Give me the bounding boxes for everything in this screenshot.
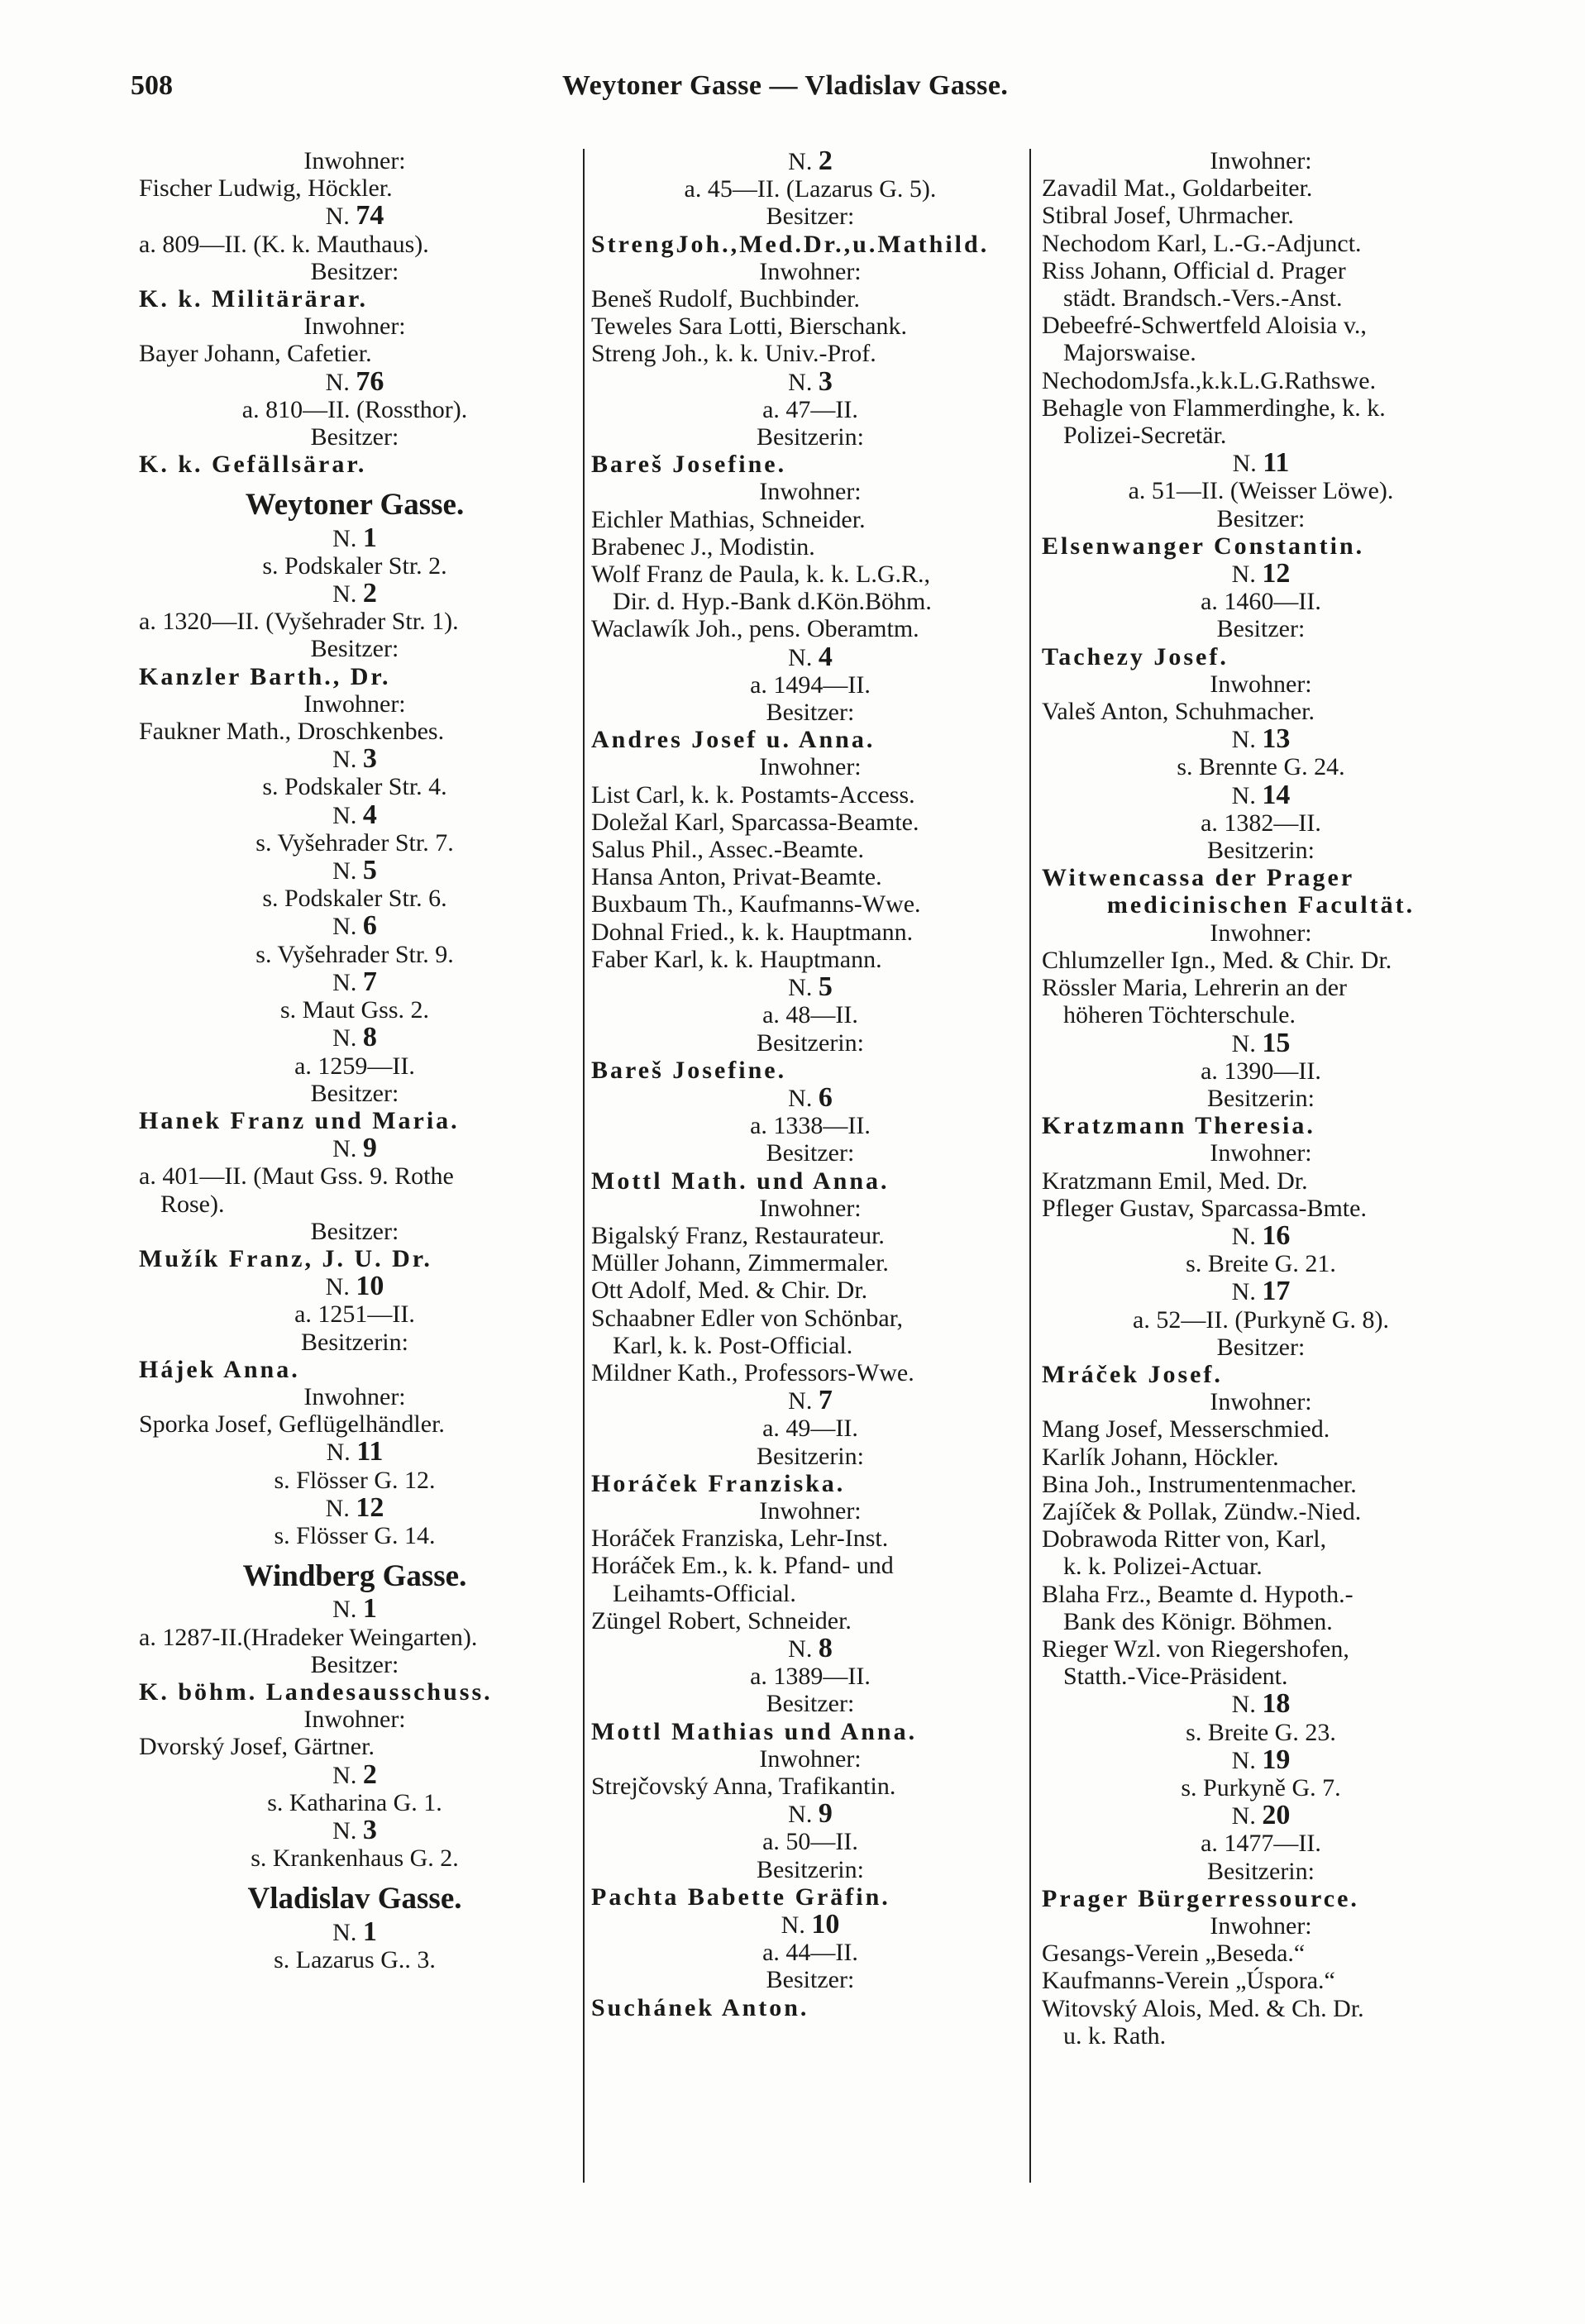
entry-label: s. Podskaler Str. 6. xyxy=(262,885,447,913)
entry-label: a. 810—II. (Rossthor). xyxy=(241,395,468,423)
entry-continuation: Bank des Königr. Böhmen. xyxy=(1063,1607,1333,1635)
column-rule-right xyxy=(1029,149,1031,2183)
house-number-value: 18 xyxy=(1262,1690,1291,1719)
entry-label: Besitzer: xyxy=(310,1650,399,1678)
house-number-value: 14 xyxy=(1262,780,1291,809)
entry-label: a. 44—II. xyxy=(762,1939,858,1967)
entry-label: s. Purkyně G. 7. xyxy=(1181,1773,1341,1801)
house-number-value: 7 xyxy=(362,967,377,997)
house-number-prefix: N. xyxy=(332,801,363,829)
resident-entry: Brabenec J., Modistin. xyxy=(591,532,815,561)
house-number-value: 10 xyxy=(356,1272,384,1301)
entry-label: s. Breite G. 21. xyxy=(1186,1250,1336,1278)
house-number-value: 3 xyxy=(818,367,833,396)
house-number xyxy=(139,968,571,996)
owner-entry: K. k. Militärärar. xyxy=(139,285,369,313)
entry-continuation: Dir. d. Hyp.-Bank d.Kön.Böhm. xyxy=(613,588,932,616)
resident-entry: Gesangs-Verein „Beseda.“ xyxy=(1042,1940,1306,1968)
entry-label: Besitzer: xyxy=(310,635,399,663)
entry-label: a. 1259—II. xyxy=(294,1052,415,1080)
house-number-prefix: N. xyxy=(781,1911,812,1939)
house-number-prefix: N. xyxy=(1232,450,1263,478)
resident-entry: Mang Josef, Messerschmied. xyxy=(1042,1415,1330,1444)
owner-entry: Elsenwanger Constantin. xyxy=(1042,532,1365,560)
resident-entry: Witovský Alois, Med. & Ch. Dr. xyxy=(1042,1994,1364,2022)
entry-label: s. Flösser G. 14. xyxy=(274,1521,436,1549)
resident-entry: Bigalský Franz, Restaurateur. xyxy=(591,1221,885,1249)
resident-entry: List Carl, k. k. Postamts-Access. xyxy=(591,780,915,809)
resident-entry: Sporka Josef, Geflügelhändler. xyxy=(139,1410,445,1439)
street-heading: Windberg Gasse. xyxy=(242,1559,467,1594)
resident-entry: Dvorský Josef, Gärtner. xyxy=(139,1733,375,1761)
entry-label: Besitzer: xyxy=(1216,1333,1306,1361)
entry-label: Besitzer: xyxy=(1216,504,1306,532)
entry-label: a. 45—II. (Lazarus G. 5). xyxy=(684,175,937,203)
owner-entry: Suchánek Anton. xyxy=(591,1993,809,2021)
entry-label: Inwohner: xyxy=(1210,919,1312,947)
house-number-prefix: N. xyxy=(1231,561,1263,589)
entry-label: Besitzer: xyxy=(310,423,399,451)
resident-entry: Rössler Maria, Lehrerin an der xyxy=(1042,974,1348,1002)
entry-continuation: Rose). xyxy=(160,1190,225,1218)
house-number-value: 76 xyxy=(356,367,384,396)
entry-label: Besitzer: xyxy=(766,1690,855,1718)
entry-continuation: Statth.-Vice-Präsident. xyxy=(1063,1663,1288,1691)
house-number xyxy=(1042,1690,1480,1718)
entry-continuation: städt. Brandsch.-Vers.-Anst. xyxy=(1063,284,1343,313)
resident-entry: Horáček Em., k. k. Pfand- und xyxy=(591,1552,894,1580)
entry-label: Besitzerin: xyxy=(1207,1857,1315,1885)
house-number-prefix: N. xyxy=(1231,1029,1263,1057)
entry-label: s. Krankenhaus G. 2. xyxy=(251,1844,459,1873)
resident-entry: Dohnal Fried., k. k. Hauptmann. xyxy=(591,918,914,946)
house-number-value: 7 xyxy=(818,1386,833,1415)
house-number xyxy=(591,147,1029,175)
owner-entry: Hájek Anna. xyxy=(139,1355,300,1383)
house-number xyxy=(139,1134,571,1162)
entry-label: s. Katharina G. 1. xyxy=(267,1788,442,1816)
entry-label: s. Brennte G. 24. xyxy=(1177,753,1345,781)
resident-entry: a. 1287-II.(Hradeker Weingarten). xyxy=(139,1623,478,1651)
resident-entry: Schaabner Edler von Schönbar, xyxy=(591,1304,904,1332)
house-number xyxy=(591,643,1029,671)
entry-label: Inwohner: xyxy=(303,1382,406,1410)
entry-label: Besitzer: xyxy=(310,1079,399,1107)
resident-entry: Debeefré-Schwertfeld Aloisia v., xyxy=(1042,312,1367,340)
house-number-prefix: N. xyxy=(788,1387,819,1415)
entry-label: Besitzerin: xyxy=(757,1442,864,1470)
house-number-prefix: N. xyxy=(332,1816,363,1844)
house-number xyxy=(139,801,571,829)
entry-label: Besitzerin: xyxy=(1207,1084,1315,1112)
entry-label: Besitzerin: xyxy=(757,423,864,451)
entry-label: s. Maut Gss. 2. xyxy=(279,996,429,1024)
house-number xyxy=(1042,1029,1480,1057)
house-number-value: 11 xyxy=(356,1438,384,1467)
entry-label: s. Flösser G. 12. xyxy=(274,1466,436,1494)
entry-label: Besitzer: xyxy=(766,699,855,727)
house-number-value: 12 xyxy=(1262,560,1291,589)
resident-entry: Ott Adolf, Med. & Chir. Dr. xyxy=(591,1277,868,1305)
house-number-value: 5 xyxy=(818,973,833,1002)
entry-label: Besitzer: xyxy=(766,1139,855,1167)
entry-label: Inwohner: xyxy=(759,1496,862,1525)
running-title: Weytoner Gasse — Vladislav Gasse. xyxy=(562,70,1009,101)
house-number xyxy=(139,202,571,230)
entry-label: Besitzer: xyxy=(310,257,399,285)
street-heading: Vladislav Gasse. xyxy=(247,1882,462,1916)
house-number-prefix: N. xyxy=(788,368,819,396)
house-number xyxy=(139,1024,571,1052)
street-heading: Weytoner Gasse. xyxy=(245,488,465,523)
page-header xyxy=(0,70,1585,112)
house-number-prefix: N. xyxy=(332,580,363,608)
house-number xyxy=(139,580,571,608)
owner-entry: K. böhm. Landesausschuss. xyxy=(139,1677,493,1706)
house-number xyxy=(139,1595,571,1623)
resident-entry: Kratzmann Emil, Med. Dr. xyxy=(1042,1167,1308,1195)
entry-label: s. Vyšehrader Str. 9. xyxy=(255,940,454,968)
house-number-value: 16 xyxy=(1262,1221,1291,1251)
owner-entry: Mottl Mathias und Anna. xyxy=(591,1717,918,1745)
house-number-prefix: N. xyxy=(326,1439,357,1467)
resident-entry: Müller Johann, Zimmermaler. xyxy=(591,1249,889,1277)
entry-label: Inwohner: xyxy=(1210,147,1312,174)
resident-entry: Bayer Johann, Cafetier. xyxy=(139,340,372,368)
entry-label: Inwohner: xyxy=(759,257,862,285)
resident-entry: Hansa Anton, Privat-Beamte. xyxy=(591,863,882,891)
owner-entry: Horáček Franziska. xyxy=(591,1469,846,1497)
house-number xyxy=(139,745,571,773)
house-number-value: 11 xyxy=(1263,449,1290,478)
owner-entry: Prager Bürgerressource. xyxy=(1042,1884,1359,1912)
resident-entry: Horáček Franziska, Lehr-Inst. xyxy=(591,1525,889,1553)
entry-label: Inwohner: xyxy=(759,1744,862,1773)
house-number-value: 10 xyxy=(811,1911,840,1940)
house-number-prefix: N. xyxy=(332,1761,363,1789)
entry-label: Besitzer: xyxy=(1216,615,1306,643)
entry-label: Besitzerin: xyxy=(757,1028,864,1057)
resident-entry: a. 401—II. (Maut Gss. 9. Rothe xyxy=(139,1162,454,1191)
entry-label: Inwohner: xyxy=(303,313,406,341)
resident-entry: a. 1320—II. (Vyšehrader Str. 1). xyxy=(139,608,459,636)
entry-label: Inwohner: xyxy=(303,147,406,174)
resident-entry: Valeš Anton, Schuhmacher. xyxy=(1042,698,1315,726)
house-number-value: 74 xyxy=(356,202,384,231)
entry-continuation: Karl, k. k. Post-Official. xyxy=(613,1331,853,1359)
house-number xyxy=(591,973,1029,1001)
resident-entry: Bina Joh., Instrumentenmacher. xyxy=(1042,1470,1357,1498)
resident-entry: Kaufmanns-Verein „Úspora.“ xyxy=(1042,1967,1335,1995)
house-number-value: 8 xyxy=(818,1634,833,1663)
resident-entry: Pfleger Gustav, Sparcassa-Bmte. xyxy=(1042,1194,1367,1222)
resident-entry: Eichler Mathias, Schneider. xyxy=(591,505,866,533)
house-number-prefix: N. xyxy=(332,524,363,552)
house-number-prefix: N. xyxy=(788,643,819,671)
resident-entry: Wolf Franz de Paula, k. k. L.G.R., xyxy=(591,561,931,589)
house-number-value: 2 xyxy=(818,147,833,176)
resident-entry: Streng Joh., k. k. Univ.-Prof. xyxy=(591,340,876,368)
entry-label: Inwohner: xyxy=(1210,670,1312,698)
resident-entry: Riss Johann, Official d. Prager xyxy=(1042,256,1346,284)
house-number-value: 2 xyxy=(362,580,377,608)
resident-entry: Doležal Karl, Sparcassa-Beamte. xyxy=(591,808,919,836)
house-number-value: 1 xyxy=(362,1917,377,1946)
entry-label: Besitzerin: xyxy=(301,1328,408,1356)
house-number-prefix: N. xyxy=(788,974,819,1002)
house-number xyxy=(591,1386,1029,1415)
house-number-prefix: N. xyxy=(1231,1746,1263,1774)
entry-label: Inwohner: xyxy=(303,690,406,718)
entry-label: a. 52—II. (Purkyně G. 8). xyxy=(1133,1305,1389,1334)
house-number-prefix: N. xyxy=(788,1084,819,1112)
entry-label: a. 1460—II. xyxy=(1201,588,1321,616)
owner-entry: Andres Josef u. Anna. xyxy=(591,726,876,754)
resident-entry: Salus Phil., Assec.-Beamte. xyxy=(591,836,864,864)
owner-entry: Witwencassa der Prager xyxy=(1042,864,1355,892)
house-number xyxy=(139,1918,571,1946)
entry-continuation: Polizei-Secretär. xyxy=(1063,422,1227,450)
house-number xyxy=(139,1272,571,1300)
entry-label: s. Breite G. 23. xyxy=(1186,1718,1336,1746)
resident-entry: Mildner Kath., Professors-Wwe. xyxy=(591,1358,914,1386)
resident-entry: Zavadil Mat., Goldarbeiter. xyxy=(1042,174,1313,203)
house-number xyxy=(139,1438,571,1466)
resident-entry: a. 809—II. (K. k. Mauthaus). xyxy=(139,230,429,258)
house-number xyxy=(1042,560,1480,588)
entry-label: Besitzer: xyxy=(310,1217,399,1245)
house-number-prefix: N. xyxy=(325,1494,356,1522)
resident-entry: Blaha Frz., Beamte d. Hypoth.- xyxy=(1042,1580,1353,1608)
resident-entry: Beneš Rudolf, Buchbinder. xyxy=(591,285,860,313)
entry-continuation: k. k. Polizei-Actuar. xyxy=(1063,1553,1263,1581)
house-number xyxy=(139,1816,571,1844)
resident-entry: Behagle von Flammerdinghe, k. k. xyxy=(1042,394,1386,422)
house-number-value: 9 xyxy=(818,1800,833,1829)
house-number xyxy=(1042,1801,1480,1830)
entry-label: Inwohner: xyxy=(759,1194,862,1222)
owner-entry: Bareš Josefine. xyxy=(591,1056,787,1084)
resident-entry: Nechodom Karl, L.-G.-Adjunct. xyxy=(1042,229,1362,257)
resident-entry: Karlík Johann, Höckler. xyxy=(1042,1443,1279,1471)
owner-entry: Bareš Josefine. xyxy=(591,451,787,479)
house-number-prefix: N. xyxy=(332,857,363,885)
house-number-prefix: N. xyxy=(325,1273,356,1301)
house-number-prefix: N. xyxy=(332,1135,363,1163)
entry-label: a. 51—II. (Weisser Löwe). xyxy=(1128,477,1394,505)
house-number-prefix: N. xyxy=(1231,726,1263,754)
entry-label: s. Podskaler Str. 2. xyxy=(262,551,447,580)
house-number-value: 9 xyxy=(362,1134,377,1163)
house-number-prefix: N. xyxy=(332,1024,363,1052)
entry-label: Inwohner: xyxy=(1210,1912,1312,1940)
entry-label: Inwohner: xyxy=(1210,1388,1312,1416)
house-number xyxy=(139,524,571,552)
house-number-prefix: N. xyxy=(1231,1278,1263,1306)
house-number-prefix: N. xyxy=(332,746,363,774)
house-number xyxy=(139,1494,571,1522)
resident-entry: Waclawík Joh., pens. Oberamtm. xyxy=(591,615,919,643)
owner-entry: Mužík Franz, J. U. Dr. xyxy=(139,1244,432,1272)
house-number-value: 2 xyxy=(362,1760,377,1789)
resident-entry: NechodomJsfa.,k.k.L.G.Rathswe. xyxy=(1042,366,1377,394)
house-number xyxy=(1042,781,1480,809)
house-number-value: 13 xyxy=(1262,725,1291,754)
entry-label: a. 1382—II. xyxy=(1201,809,1321,837)
house-number xyxy=(1042,1277,1480,1305)
house-number xyxy=(1042,725,1480,753)
entry-label: Inwohner: xyxy=(1210,1139,1312,1167)
resident-entry: Stibral Josef, Uhrmacher. xyxy=(1042,202,1294,230)
entry-label: s. Lazarus G.. 3. xyxy=(274,1945,436,1973)
house-number xyxy=(591,1800,1029,1828)
resident-entry: Zajíček & Pollak, Zündw.-Nied. xyxy=(1042,1497,1362,1525)
house-number-value: 3 xyxy=(362,1816,377,1845)
house-number xyxy=(1042,1222,1480,1250)
column-2 xyxy=(591,147,1029,2192)
house-number-prefix: N. xyxy=(332,913,363,941)
house-number-prefix: N. xyxy=(332,1918,363,1946)
house-number-prefix: N. xyxy=(788,1634,819,1663)
entry-label: a. 1494—II. xyxy=(750,670,871,699)
owner-entry: Pachta Babette Gräfin. xyxy=(591,1883,890,1911)
house-number-value: 4 xyxy=(362,800,377,829)
house-number xyxy=(591,1911,1029,1939)
column-rule-left xyxy=(583,149,585,2183)
resident-entry: Züngel Robert, Schneider. xyxy=(591,1606,852,1634)
entry-label: a. 1338—II. xyxy=(750,1112,871,1140)
resident-entry: Strejčovský Anna, Trafikantin. xyxy=(591,1772,896,1800)
entry-continuation: Majorswaise. xyxy=(1063,339,1196,367)
entry-label: a. 1251—II. xyxy=(294,1300,415,1329)
house-number-prefix: N. xyxy=(1231,1222,1263,1250)
page-number: 508 xyxy=(131,70,173,101)
resident-entry: Rieger Wzl. von Riegershofen, xyxy=(1042,1634,1349,1663)
house-number-prefix: N. xyxy=(332,968,363,996)
owner-entry: Kratzmann Theresia. xyxy=(1042,1112,1315,1140)
house-number xyxy=(1042,1746,1480,1774)
entry-label: a. 1390—II. xyxy=(1201,1057,1321,1085)
entry-label: s. Podskaler Str. 4. xyxy=(262,773,447,801)
entry-continuation: u. k. Rath. xyxy=(1063,2021,1167,2050)
resident-entry: Buxbaum Th., Kaufmanns-Wwe. xyxy=(591,890,921,919)
resident-entry: Fischer Ludwig, Höckler. xyxy=(139,174,393,203)
owner-entry: StrengJoh.,Med.Dr.,u.Mathild. xyxy=(591,230,990,258)
house-number xyxy=(139,857,571,885)
house-number xyxy=(139,1761,571,1789)
house-number-value: 12 xyxy=(356,1493,384,1522)
owner-entry-continuation: medicinischen Facultät. xyxy=(1106,891,1416,919)
entry-label: a. 1389—II. xyxy=(750,1663,871,1691)
entry-label: Besitzer: xyxy=(766,1966,855,1994)
house-number xyxy=(139,368,571,396)
resident-entry: Teweles Sara Lotti, Bierschank. xyxy=(591,313,907,341)
house-number-value: 6 xyxy=(818,1083,833,1113)
house-number-prefix: N. xyxy=(1231,781,1263,809)
house-number-value: 3 xyxy=(362,745,377,774)
entry-label: Besitzer: xyxy=(766,203,855,231)
house-number-prefix: N. xyxy=(325,368,356,396)
column-3 xyxy=(1042,147,1480,2192)
house-number xyxy=(591,1084,1029,1112)
house-number-value: 1 xyxy=(362,523,377,552)
owner-entry: Mráček Josef. xyxy=(1042,1360,1223,1388)
owner-entry: K. k. Gefällsärar. xyxy=(139,451,367,479)
house-number-value: 15 xyxy=(1262,1028,1291,1057)
house-number-prefix: N. xyxy=(332,1596,363,1624)
resident-entry: Dobrawoda Ritter von, Karl, xyxy=(1042,1525,1327,1553)
entry-label: Inwohner: xyxy=(303,1706,406,1734)
owner-entry: Hanek Franz und Maria. xyxy=(139,1106,460,1134)
house-number-value: 5 xyxy=(362,857,377,885)
entry-label: a. 49—II. xyxy=(762,1415,858,1443)
house-number-prefix: N. xyxy=(788,148,819,175)
owner-entry: Tachezy Josef. xyxy=(1042,642,1229,670)
house-number-value: 4 xyxy=(818,642,833,671)
column-1 xyxy=(139,147,571,2192)
entry-continuation: höheren Töchterschule. xyxy=(1063,1001,1296,1029)
resident-entry: Faukner Math., Droschkenbes. xyxy=(139,718,445,746)
entry-label: Besitzerin: xyxy=(1207,837,1315,865)
entry-label: Besitzerin: xyxy=(757,1855,864,1883)
house-number-value: 20 xyxy=(1262,1801,1291,1830)
entry-label: Inwohner: xyxy=(759,753,862,781)
entry-label: a. 1477—II. xyxy=(1201,1830,1321,1858)
house-number-value: 19 xyxy=(1262,1745,1291,1774)
house-number-value: 6 xyxy=(362,912,377,941)
house-number xyxy=(139,912,571,940)
house-number xyxy=(591,368,1029,396)
house-number-value: 1 xyxy=(362,1595,377,1624)
house-number-prefix: N. xyxy=(325,203,356,231)
owner-entry: Mottl Math. und Anna. xyxy=(591,1167,890,1195)
house-number-prefix: N. xyxy=(1231,1802,1263,1830)
house-number-value: 17 xyxy=(1262,1277,1291,1306)
entry-label: a. 50—II. xyxy=(762,1828,858,1856)
resident-entry: Chlumzeller Ign., Med. & Chir. Dr. xyxy=(1042,946,1392,974)
resident-entry: Faber Karl, k. k. Hauptmann. xyxy=(591,945,882,973)
house-number-prefix: N. xyxy=(788,1801,819,1829)
entry-label: a. 48—II. xyxy=(762,1001,858,1029)
entry-label: Inwohner: xyxy=(759,478,862,506)
entry-label: s. Vyšehrader Str. 7. xyxy=(255,828,454,857)
house-number xyxy=(591,1634,1029,1663)
owner-entry: Kanzler Barth., Dr. xyxy=(139,662,391,690)
entry-continuation: Leihamts-Official. xyxy=(613,1579,796,1607)
entry-label: a. 47—II. xyxy=(762,395,858,423)
house-number xyxy=(1042,449,1480,477)
house-number-prefix: N. xyxy=(1231,1691,1263,1719)
house-number-value: 8 xyxy=(362,1024,377,1052)
